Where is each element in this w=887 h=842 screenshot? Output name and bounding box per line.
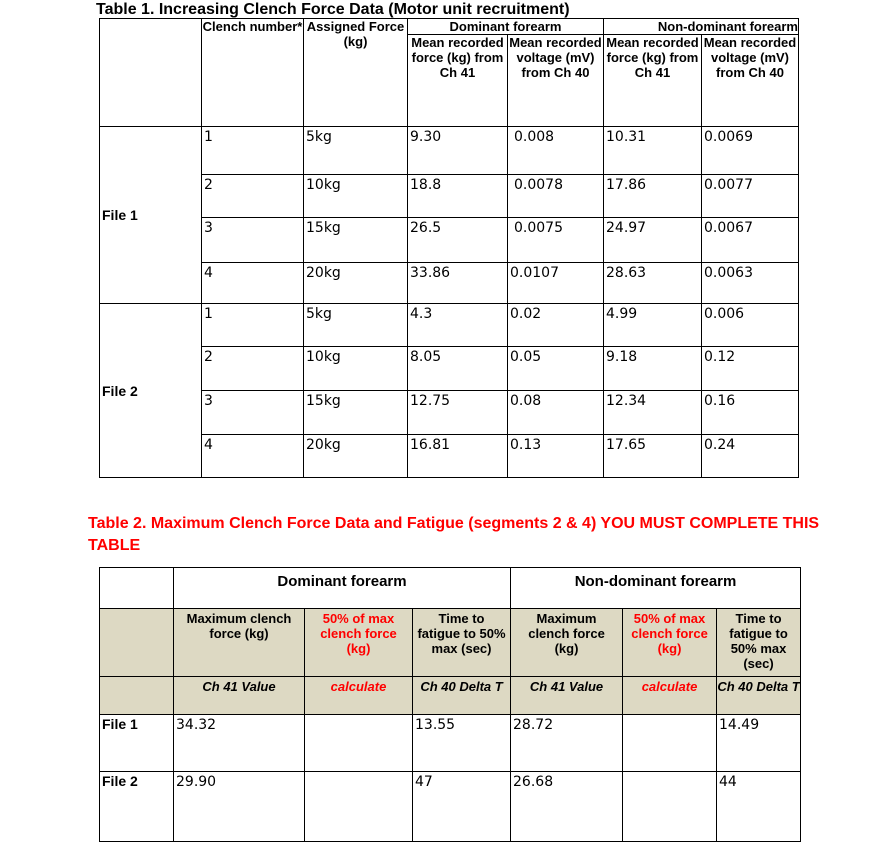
assigned-force-cell: 20kg (304, 263, 408, 304)
clench-number-cell: 2 (202, 175, 304, 218)
dom-max-cell: 29.90 (174, 772, 305, 842)
file1-label: File 1 (100, 127, 202, 304)
max-force-header: Maximum clench force (kg) (174, 609, 305, 677)
dom-time-cell: 13.55 (413, 715, 511, 772)
clench-number-header: Clench number* (202, 19, 304, 127)
nd-voltage-cell: 0.0077 (702, 175, 799, 218)
nd-force-cell: 12.34 (604, 391, 702, 435)
table1 (99, 18, 799, 478)
assigned-force-cell: 15kg (304, 218, 408, 263)
assigned-force-cell: 10kg (304, 347, 408, 391)
dom-voltage-cell: 0.02 (508, 304, 604, 347)
assigned-force-header: Assigned Force (kg) (304, 19, 408, 127)
max-force-source: Ch 41 Value (174, 677, 305, 715)
dom-force-cell: 12.75 (408, 391, 508, 435)
nd-voltage-cell: 0.16 (702, 391, 799, 435)
clench-number-cell: 4 (202, 263, 304, 304)
nd-force-cell: 4.99 (604, 304, 702, 347)
nd-voltage-cell: 0.12 (702, 347, 799, 391)
nd-voltage-header: Mean recorded voltage (mV) from Ch 40 (702, 35, 799, 127)
table2 (99, 567, 801, 842)
time-to-fatigue-header: Time to fatigue to 50% max (sec) (413, 609, 511, 677)
dom-voltage-cell: 0.0107 (508, 263, 604, 304)
non-dominant-forearm-header: Non-dominant forearm (604, 19, 799, 35)
nd-voltage-cell: 0.0069 (702, 127, 799, 175)
nd-voltage-cell: 0.24 (702, 435, 799, 478)
dom-force-cell: 8.05 (408, 347, 508, 391)
dominant-forearm-header: Dominant forearm (408, 19, 604, 35)
table2-caption: Table 2. Maximum Clench Force Data and Fatigue (segments 2 & 4) YOU MUST COMPLETE THIS TABLE (88, 515, 820, 554)
nd-force-header: Mean recorded force (kg) from Ch 41 (604, 35, 702, 127)
nd-max-cell: 26.68 (511, 772, 623, 842)
dom-half-cell[interactable] (305, 715, 413, 772)
nd-max-force-header: Maximum clench force (kg) (511, 609, 623, 677)
half-max-header: 50% of max clench force (kg) (305, 609, 413, 677)
dom-half-cell[interactable] (305, 772, 413, 842)
assigned-force-cell: 5kg (304, 127, 408, 175)
dom-voltage-cell: 0.05 (508, 347, 604, 391)
nd-half-max-source: calculate (623, 677, 717, 715)
clench-number-cell: 4 (202, 435, 304, 478)
nd-force-cell: 17.65 (604, 435, 702, 478)
dom-force-cell: 26.5 (408, 218, 508, 263)
nd-force-cell: 10.31 (604, 127, 702, 175)
dom-force-cell: 4.3 (408, 304, 508, 347)
nd-max-cell: 28.72 (511, 715, 623, 772)
assigned-force-cell: 5kg (304, 304, 408, 347)
nd-force-cell: 28.63 (604, 263, 702, 304)
nd-time-source: Ch 40 Delta T (717, 677, 801, 715)
nd-force-cell: 24.97 (604, 218, 702, 263)
nd-voltage-cell: 0.006 (702, 304, 799, 347)
nd-force-cell: 9.18 (604, 347, 702, 391)
nd-half-cell[interactable] (623, 715, 717, 772)
t2-source-blank (100, 677, 174, 715)
dom-time-cell: 47 (413, 772, 511, 842)
t2-file2-label: File 2 (100, 772, 174, 842)
nd-half-cell[interactable] (623, 772, 717, 842)
clench-number-cell: 1 (202, 127, 304, 175)
t2-non-dominant-header: Non-dominant forearm (511, 568, 801, 609)
file2-label: File 2 (100, 304, 202, 478)
dom-voltage-header: Mean recorded voltage (mV) from Ch 40 (508, 35, 604, 127)
dom-voltage-cell: 0.13 (508, 435, 604, 478)
nd-time-cell: 14.49 (717, 715, 801, 772)
t2-header-blank (100, 609, 174, 677)
t2-file1-label: File 1 (100, 715, 174, 772)
assigned-force-cell: 10kg (304, 175, 408, 218)
dom-max-cell: 34.32 (174, 715, 305, 772)
nd-time-cell: 44 (717, 772, 801, 842)
dom-force-cell: 18.8 (408, 175, 508, 218)
t2-dominant-header: Dominant forearm (174, 568, 511, 609)
nd-voltage-cell: 0.0067 (702, 218, 799, 263)
assigned-force-cell: 15kg (304, 391, 408, 435)
dom-voltage-cell: 0.008 (508, 127, 604, 175)
table2-corner-cell (100, 568, 174, 609)
dom-voltage-cell: 0.08 (508, 391, 604, 435)
clench-number-cell: 3 (202, 391, 304, 435)
nd-voltage-cell: 0.0063 (702, 263, 799, 304)
assigned-force-cell: 20kg (304, 435, 408, 478)
clench-number-cell: 2 (202, 347, 304, 391)
nd-time-to-fatigue-header: Time to fatigue to 50% max (sec) (717, 609, 801, 677)
table1-caption: Table 1. Increasing Clench Force Data (Motor unit recruitment) (96, 1, 570, 18)
clench-number-cell: 1 (202, 304, 304, 347)
dom-force-cell: 33.86 (408, 263, 508, 304)
nd-half-max-header: 50% of max clench force (kg) (623, 609, 717, 677)
table1-corner-cell (100, 19, 202, 127)
dom-force-cell: 16.81 (408, 435, 508, 478)
dom-force-header: Mean recorded force (kg) from Ch 41 (408, 35, 508, 127)
nd-force-cell: 17.86 (604, 175, 702, 218)
half-max-source: calculate (305, 677, 413, 715)
nd-max-force-source: Ch 41 Value (511, 677, 623, 715)
dom-voltage-cell: 0.0075 (508, 218, 604, 263)
dom-voltage-cell: 0.0078 (508, 175, 604, 218)
dom-force-cell: 9.30 (408, 127, 508, 175)
clench-number-cell: 3 (202, 218, 304, 263)
time-source: Ch 40 Delta T (413, 677, 511, 715)
